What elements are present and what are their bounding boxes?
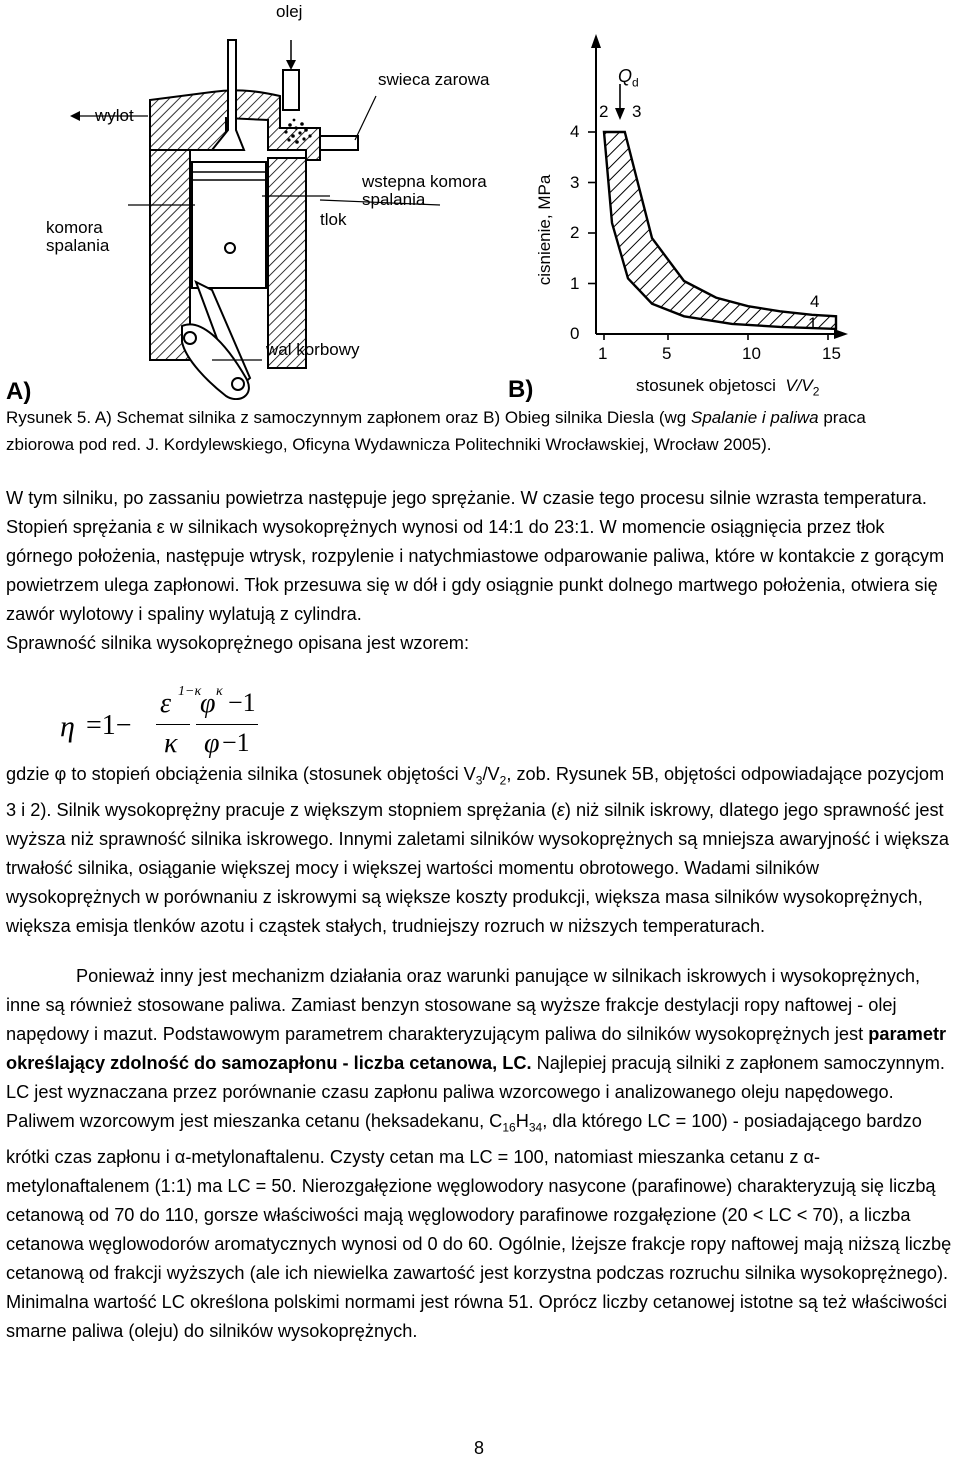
x-axis-label: stosunek objetosci $V/V_2$: [636, 376, 820, 399]
fraction-bar-2: [196, 724, 258, 725]
y-axis-label: cisnienie, MPa: [535, 174, 554, 286]
fraction-bar-1: [156, 724, 190, 725]
label-wstepna-1: wstepna komora: [362, 172, 487, 191]
heat-arrow-head: [615, 108, 625, 120]
y-tick-label: 2: [570, 223, 580, 242]
cycle-area: [604, 132, 836, 329]
point-label-2: 2: [599, 102, 609, 121]
page-number: 8: [474, 1438, 485, 1458]
label-wal: wal korbowy: [266, 340, 360, 359]
point-label-3: 3: [632, 102, 642, 121]
bold-definition: parametr określający zdolność do samozapłonu - liczba cetanowa, LC.: [6, 1024, 947, 1073]
panel-b-tag: B): [508, 376, 534, 403]
x-tick-label: 15: [822, 344, 841, 363]
paragraph-3: gdzie φ to stopień obciążenia silnika (stosunek objętości $V_3/V_2$, zob. Rysunek 5B, objętości odpowiadające pozycjom 3 i 2). Silnik wysokoprężny pracuje z większym stopniem sprężania (ε) niż silnik iskrowy, dlatego jego sprawność jest wyższa niż sprawność silnika iskrowego. Innymi zaletami silników wysokoprężnych są mniejsza awaryjność i większa trwałość silnika, osiąganie większej mocy i większej wartości momentu obrotowego. Wadami silników wysokoprężnych w porównaniu z iskrowymi są większe koszty produkcji, większa masa silników wysokoprężnych, większa emisja tlenków azotu i cząstek stałych, trudniejszy rozruch w niższych temperaturach.: [6, 764, 950, 936]
point-label-4: 4: [810, 292, 820, 311]
paragraph-1: W tym silniku, po zassaniu powietrza następuje jego sprężanie. W czasie tego procesu silnie wzrasta temperatura. Stopień sprężania ε w silnikach wysokoprężnych wynosi od 14:1 do 23:1. W momencie osiągnięcia przez tłok górnego położenia, następuje wtrysk, rozpylenie i natychmiastowe odparowanie paliwa, które w kontakcie z gorącym powietrzem ulega zapłonowi. Tłok przesuwa się w dół i gdy osiągnie punkt dolnego martwego położenia, otwiera się zawór wylotowy i spaliny wylatują z cylindra. Sprawność silnika wysokoprężnego opisana jest wzorem:: [6, 484, 956, 658]
y-tick-label: 4: [570, 122, 580, 141]
label-swieca: swieca zarowa: [378, 70, 490, 89]
paragraph-2: Sprawność silnika wysokoprężnego opisana jest wzorem:: [6, 633, 469, 653]
panel-a-tag: A): [6, 378, 32, 405]
label-komora-2: spalania: [46, 236, 110, 255]
y-tick-label: 1: [570, 273, 580, 293]
y-tick-label: 3: [570, 172, 580, 192]
efficiency-formula: η =1− ε 1−κ κ φ κ −1 φ −1: [60, 684, 280, 764]
x-tick-label: 10: [742, 344, 761, 363]
point-label-1: 1: [808, 314, 818, 333]
label-tlok: tlok: [320, 210, 347, 229]
x-tick-label: 1: [598, 344, 608, 363]
y-tick-label: 0: [570, 324, 580, 343]
heat-label: $Q_d$: [618, 66, 639, 90]
label-wstepna-2: spalania: [362, 190, 426, 209]
x-tick-label: 5: [662, 344, 672, 363]
figure-caption: Rysunek 5. A) Schemat silnika z samoczynnym zapłonem oraz B) Obieg silnika Diesla (wg Spalanie i paliwa praca zbiorowa pod red. J. Kordylewskiego, Oficyna Wydawnicza Politechniki Wrocławskiej, Wrocław 2005).: [6, 408, 866, 454]
diesel-cycle-chart: [0, 0, 960, 400]
paragraph-4: Ponieważ inny jest mechanizm działania oraz warunki panujące w silnikach iskrowych i wysokoprężnych, inne są również stosowane paliwa. Zamiast benzyn stosowane są wyższe frakcje destylacji ropy naftowej - olej napędowy i mazut. Podstawowym parametrem charakteryzującym paliwa do silników wysokoprężnych jest parametr określający zdolność do samozapłonu - liczba cetanowa, LC. Najlepiej pracują silniki z zapłonem samoczynnym. LC jest wyznaczana przez porównanie czasu zapłonu paliwa wzorcowego i analizowanego oleju napędowego. Paliwem wzorcowym jest mieszanka cetanu (heksadekanu, $C_{16}H_{34}$, dla którego LC = 100) - posiadającego bardzo krótki czas zapłonu i α-metylonaftalenu. Czysty cetan ma LC = 100, natomiast mieszanka cetanu z α-metylonaftalenem (1:1) ma LC = 50. Nierozgałęzione węglowodory nasycone (parafinowe) charakteryzują się liczbą cetanową od 70 do 110, gorsze właściwości mają węglowodory parafinowe rozgałęzione (20 < LC < 70), a liczba cetanowa węglowodorów aromatycznych wynosi od 0 do 60. Ogólnie, lżejsze frakcje ropy naftowej mają niższą liczbę cetanową od frakcji wyższych (ale ich niewielka zawartość jest korzystna podczas rozruchu silnika wysokoprężnego). Minimalna wartość LC określona polskimi normami jest równa 51. Oprócz liczby cetanowej istotne są też właściwości smarne paliwa (oleju) do silników wysokoprężnych.: [6, 966, 952, 1341]
label-komora-1: komora: [46, 218, 103, 237]
label-olej: olej: [276, 2, 303, 21]
x-axis-arrow: [834, 329, 848, 339]
label-wylot: wylot: [95, 106, 134, 125]
y-axis-arrow: [591, 34, 601, 48]
